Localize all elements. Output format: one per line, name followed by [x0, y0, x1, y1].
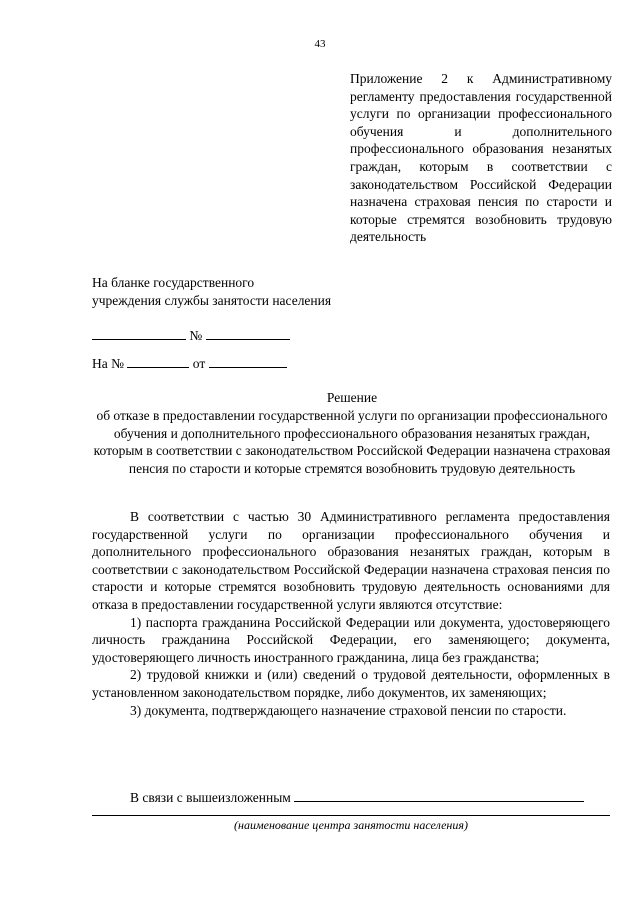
reference-number-blank[interactable]	[127, 355, 189, 368]
reference-number-label: На №	[92, 356, 124, 371]
document-number-line	[92, 327, 290, 344]
outgoing-date-blank[interactable]	[206, 327, 290, 340]
decision-subtitle: об отказе в предоставлении государственной услуги по организации профессионального обучения и дополнительного профессионального образования незанятых граждан, которым в соответствии с законодательством Российской Федерации назначена страховая пенсия по старости и которые стремятся возобновить трудовую деятельность	[93, 408, 611, 476]
employment-center-blank[interactable]	[294, 789, 584, 802]
number-sign: №	[189, 328, 203, 343]
body-intro: В соответствии с частью 30 Административного регламента предоставления государственной услуги по организации профессионального обучения и дополнительного профессионального образования незанятых граждан, которым в соответствии с законодательством Российской Федерации назначена страховая пенсия по старости и которые стремятся возобновить трудовую деятельность основаниями для отказа в предоставлении государственной услуги являются отсутствие:	[92, 509, 610, 612]
full-width-rule	[92, 815, 610, 816]
employment-center-caption: (наименование центра занятости населения)	[234, 818, 468, 832]
decision-body	[92, 508, 610, 719]
body-item-2: 2) трудовой книжки и (или) сведений о трудовой деятельности, оформленных в установленном законодательством порядке, либо документов, их заменяющих;	[92, 667, 610, 700]
letterhead-block	[92, 274, 452, 309]
reference-date-label: от	[192, 356, 206, 371]
body-item-3: 3) документа, подтверждающего назначение страховой пенсии по старости.	[130, 702, 567, 718]
connection-line	[130, 789, 584, 806]
reference-date-blank[interactable]	[209, 355, 287, 368]
letterhead-line-1: На бланке государственного	[92, 275, 255, 290]
connection-text: В связи с вышеизложенным	[130, 790, 291, 805]
decision-title: Решение	[326, 390, 378, 405]
reference-line	[92, 355, 287, 372]
letterhead-line-2: учреждения службы занятости населения	[92, 292, 332, 308]
body-item-1: 1) паспорта гражданина Российской Федерации или документа, удостоверяющего личность гражданина Российской Федерации, его заменяющего; документа, удостоверяющего личность иностранного гражданина, лица без гражданства;	[92, 614, 610, 665]
page-number: 43	[314, 38, 326, 50]
appendix-header: Приложение 2 к Административному регламенту предоставления государственной услуги по организации профессионального обучения и дополнительного профессионального образования незанятых граждан, которым в соответствии с законодательством Российской Федерации назначена страховая пенсия по старости и которые стремятся возобновить трудовую деятельность	[350, 71, 612, 245]
outgoing-number-blank[interactable]	[92, 327, 186, 340]
